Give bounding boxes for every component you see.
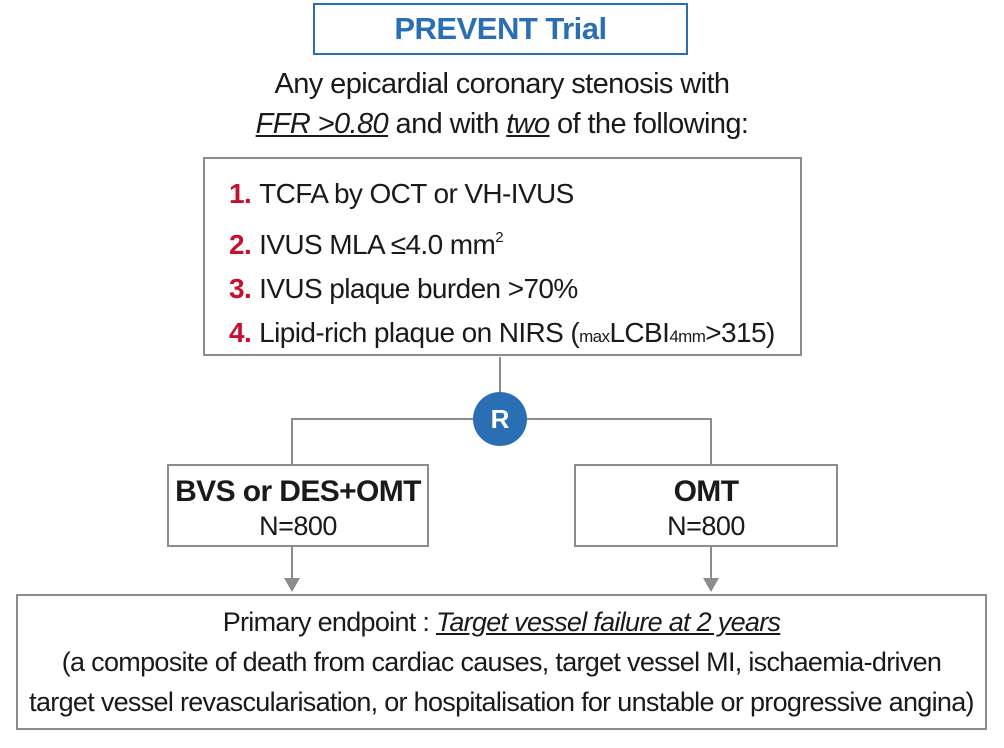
criterion-4: 4. Lipid-rich plaque on NIRS (maxLCBI4mm>315): [229, 317, 775, 348]
criterion-2: 2. IVUS MLA ≤4.0 $mm^2$: [229, 229, 503, 260]
criteria-box: [203, 157, 802, 356]
arm-intervention: [167, 464, 429, 547]
criterion-number: 4.: [229, 317, 252, 348]
randomisation-node: R: [473, 392, 527, 446]
arm-name: OMT: [673, 475, 739, 508]
inclusion-intro: [150, 64, 854, 144]
arm-name: BVS or DES+OMT: [175, 475, 421, 508]
trial-title: PREVENT Trial: [313, 3, 688, 55]
arm-n: N=800: [667, 511, 745, 541]
arrow-left: [284, 578, 300, 592]
endpoint-line-1: Primary endpoint : Target vessel failure at 2 years: [222, 607, 781, 637]
arm-omt: [574, 464, 838, 547]
ffr-criterion: FFR >0.80: [255, 108, 389, 140]
arm-n: N=800: [259, 511, 337, 541]
criterion-1: 1. TCFA by OCT or VH-IVUS: [229, 178, 574, 209]
two-emphasis: two: [506, 108, 550, 140]
criterion-number: 3.: [229, 273, 252, 304]
criterion-number: 2.: [229, 229, 252, 260]
endpoint-line-2: (a composite of death from cardiac causes, target vessel MI, ischaemia-driven: [61, 647, 942, 677]
endpoint-line-3: target vessel revascularisation, or hospitalisation for unstable or progressive angina): [29, 687, 974, 717]
primary-endpoint-box: [16, 594, 987, 730]
arrow-right: [703, 578, 719, 592]
intro-line-1: Any epicardial coronary stenosis with: [274, 68, 730, 100]
intro-line-2: FFR >0.80 and with two of the following:: [255, 108, 749, 140]
criterion-number: 1.: [229, 178, 252, 209]
criterion-3: 3. IVUS plaque burden >70%: [229, 273, 578, 304]
endpoint-value: Target vessel failure at 2 years: [436, 607, 781, 637]
